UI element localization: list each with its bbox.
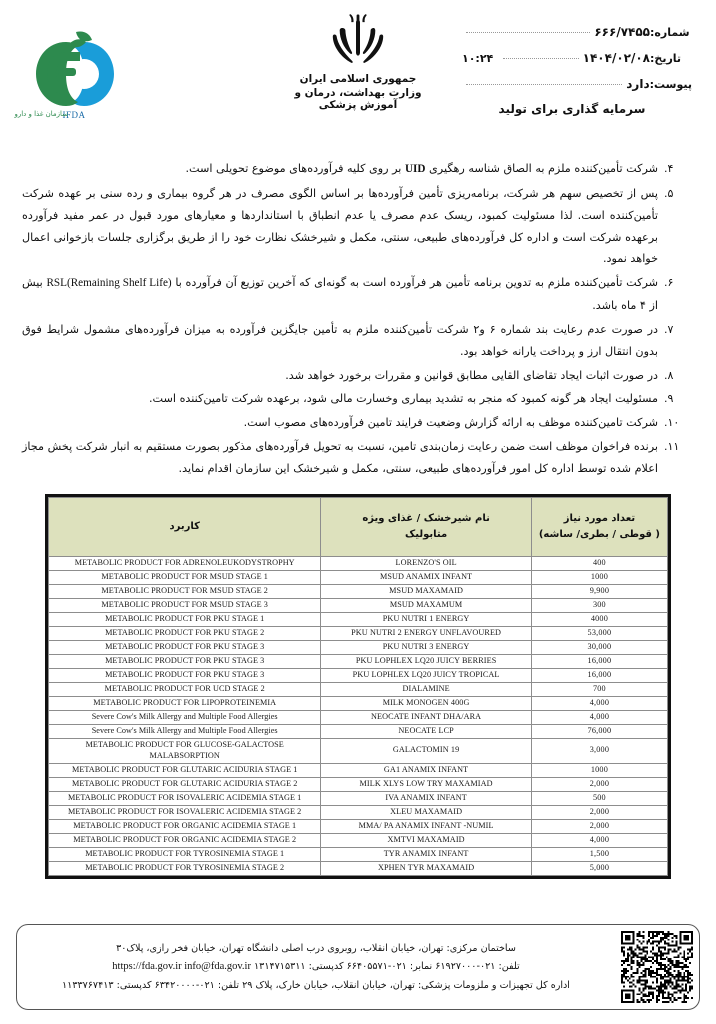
table-cell-use: METABOLIC PRODUCT FOR PKU STAGE 3 xyxy=(49,640,321,654)
table-cell-qty: 700 xyxy=(531,682,667,696)
document-footer xyxy=(16,924,700,1010)
table-cell-use: METABOLIC PRODUCT FOR MSUD STAGE 3 xyxy=(49,598,321,612)
meta-label-number: شماره: xyxy=(650,26,690,39)
table-cell-name: PKU NUTRI 3 ENERGY xyxy=(321,640,531,654)
clause-text: مسئولیت ایجاد هر گونه کمبود که منجر به تشدید بیماری وخسارت مالی شود، برعهده شرکت تامین‌کننده است. xyxy=(148,392,658,406)
footer-line-contact xyxy=(23,957,609,976)
column-header-product-name-l1: نام شیرخشک / غذای ویژه xyxy=(362,513,490,525)
table-cell-name: MSUD MAXAMUM xyxy=(321,598,531,612)
column-header-quantity-l1: تعداد مورد نیاز xyxy=(563,513,636,525)
table-cell-use: METABOLIC PRODUCT FOR ISOVALERIC ACIDEMIA STAGE 1 xyxy=(49,791,321,805)
table-cell-name: PKU LOPHLEX LQ20 JUICY BERRIES xyxy=(321,654,531,668)
table-row xyxy=(49,791,668,805)
table-cell-use: METABOLIC PRODUCT FOR ADRENOLEUKODYSTROPHY xyxy=(49,556,321,570)
clause-text-segment: بیش از ۴ ماه باشد. xyxy=(22,276,658,313)
clause-text-segment: شرکت تأمین‌کننده ملزم به الصاق شناسه رهگیری xyxy=(425,162,658,175)
table-cell-qty: 4000 xyxy=(531,612,667,626)
table-cell-name: MSUD ANAMIX INFANT xyxy=(321,570,531,584)
meta-value-date: ۱۴۰۴/۰۲/۰۸ xyxy=(582,51,650,65)
clause-item xyxy=(22,319,694,363)
table-cell-qty: 400 xyxy=(531,556,667,570)
meta-value-time: ۱۰:۲۴ xyxy=(462,52,494,65)
meta-row-attachment xyxy=(462,76,692,91)
footer-address-block xyxy=(23,940,615,995)
table-cell-name: NEOCATE INFANT DHA/ARA xyxy=(321,710,531,724)
clause-number: ۹. xyxy=(664,392,674,406)
table-row xyxy=(49,612,668,626)
clause-item xyxy=(22,158,694,181)
table-cell-use: METABOLIC PRODUCT FOR GLUTARIC ACIDURIA STAGE 2 xyxy=(49,777,321,791)
clause-item xyxy=(22,388,694,410)
table-cell-qty: 53,000 xyxy=(531,626,667,640)
column-header-product-name xyxy=(321,497,531,556)
column-header-quantity-l2: ( قوطی / بطری/ ساشه) xyxy=(538,529,660,541)
meta-row-number xyxy=(462,24,692,39)
letterhead-meta xyxy=(462,24,692,116)
document-header xyxy=(0,0,716,150)
table-row xyxy=(49,626,668,640)
clause-number: ۱۰. xyxy=(664,416,680,430)
table-row xyxy=(49,682,668,696)
table-cell-qty: 300 xyxy=(531,598,667,612)
meta-value-number: ۶۶۶/۷۴۵۵ xyxy=(594,25,650,39)
clause-text-uid: UID xyxy=(404,163,426,175)
table-cell-qty: 1,500 xyxy=(531,847,667,861)
clause-number: ۶. xyxy=(664,276,674,290)
table-header-row xyxy=(49,497,668,556)
products-table xyxy=(48,497,668,876)
ifda-logo xyxy=(14,18,126,122)
table-cell-use: Severe Cow's Milk Allergy and Multiple Food Allergies xyxy=(49,724,321,738)
table-cell-qty: 30,000 xyxy=(531,640,667,654)
clause-number: ۷. xyxy=(664,322,674,336)
footer-line-device-office: اداره کل تجهیزات و ملزومات پزشکی: تهران، خیابان انقلاب، خیابان خارک، پلاک ۲۹ تلفن: ۰۲۱-۶۳۴۲۰۰۰۰ کدپستی: ۱۱۳۳۷۶۷۴۱۳ xyxy=(62,979,570,991)
table-row xyxy=(49,584,668,598)
meta-dotted-leader xyxy=(466,73,622,85)
table-cell-name: MILK MONOGEN 400G xyxy=(321,696,531,710)
products-table-head xyxy=(49,497,668,556)
table-cell-name: GALACTOMIN 19 xyxy=(321,738,531,763)
table-cell-name: XMTVI MAXAMAID xyxy=(321,833,531,847)
table-cell-qty: 3,000 xyxy=(531,738,667,763)
table-row xyxy=(49,861,668,875)
table-row xyxy=(49,763,668,777)
clause-text: در صورت عدم رعایت بند شماره ۶ و۲ شرکت تأمین‌کننده ملزم به تأمین جایگزین فرآورده به میزان فرآورده‌های مشمول شرایط فوق بدون انتقال ارز و پرداخت یارانه خواهد بود. xyxy=(22,322,659,358)
footer-web-email[interactable]: https://fda.gov.ir info@fda.gov.ir xyxy=(112,961,251,973)
table-row xyxy=(49,640,668,654)
table-cell-name: PKU NUTRI 2 ENERGY UNFLAVOURED xyxy=(321,626,531,640)
table-row xyxy=(49,570,668,584)
table-cell-qty: 2,000 xyxy=(531,777,667,791)
table-row xyxy=(49,556,668,570)
footer-line-address: ساختمان مرکزی: تهران، خیابان انقلاب، روبروی درب اصلی دانشگاه تهران، خیابان فخر رازی، پلاک۳۰ xyxy=(116,942,516,954)
table-cell-name: PKU LOPHLEX LQ20 JUICY TROPICAL xyxy=(321,668,531,682)
clause-list xyxy=(22,158,694,480)
table-cell-name: LORENZO'S OIL xyxy=(321,556,531,570)
table-row xyxy=(49,668,668,682)
table-cell-use: METABOLIC PRODUCT FOR ISOVALERIC ACIDEMIA STAGE 2 xyxy=(49,805,321,819)
table-row xyxy=(49,805,668,819)
table-cell-qty: 500 xyxy=(531,791,667,805)
table-row xyxy=(49,738,668,763)
table-cell-use: METABOLIC PRODUCT FOR TYROSINEMIA STAGE 1 xyxy=(49,847,321,861)
ifda-apple-icon xyxy=(22,18,126,122)
table-row xyxy=(49,724,668,738)
clause-number: ۱۱. xyxy=(664,440,680,454)
table-cell-qty: 1000 xyxy=(531,570,667,584)
table-cell-name: NEOCATE LCP xyxy=(321,724,531,738)
table-cell-qty: 4,000 xyxy=(531,710,667,724)
table-cell-name: IVA ANAMIX INFANT xyxy=(321,791,531,805)
meta-label-date: تاریخ: xyxy=(650,52,682,65)
clause-item xyxy=(22,436,694,480)
ifda-caption-fa: سازمان غذا و دارو xyxy=(14,110,68,118)
clause-text-segment: شرکت تأمین‌کننده ملزم به تدوین برنامه تأمین هر فرآورده است به گونه‌ای که آخرین توزیع آن فرآورده با xyxy=(171,276,659,290)
table-cell-qty: 4,000 xyxy=(531,833,667,847)
table-cell-qty: 2,000 xyxy=(531,819,667,833)
table-cell-use: METABOLIC PRODUCT FOR GLUTARIC ACIDURIA STAGE 1 xyxy=(49,763,321,777)
clause-item xyxy=(22,272,694,317)
table-cell-name: TYR ANAMIX INFANT xyxy=(321,847,531,861)
table-row xyxy=(49,819,668,833)
table-cell-qty: 5,000 xyxy=(531,861,667,875)
table-row xyxy=(49,833,668,847)
table-row xyxy=(49,696,668,710)
table-cell-qty: 16,000 xyxy=(531,668,667,682)
table-cell-qty: 4,000 xyxy=(531,696,667,710)
ifda-caption: IFDA xyxy=(62,110,86,120)
clause-text: برنده فراخوان موظف است ضمن رعایت زمان‌بندی تامین، نسبت به تحویل فرآورده‌های مذکور بصورت مستقیم به انبار شرکت پخش مجاز اعلام شده توسط اداره کل امور فرآورده‌های طبیعی، سنتی، مکمل و شیرخشک این سازمان اقدام نماید. xyxy=(22,440,658,475)
footer-phone-fax-postal: تلفن: ۰۲۱-۶۱۹۲۷۰۰۰ نمابر: ۰۲۱-۶۶۴۰۵۵۷۱ کدپستی: ۱۳۱۴۷۱۵۳۱۱ xyxy=(254,961,520,973)
clause-item xyxy=(22,412,694,434)
table-cell-use: Severe Cow's Milk Allergy and Multiple Food Allergies xyxy=(49,710,321,724)
clause-number: ۴. xyxy=(664,162,674,175)
products-table-container xyxy=(45,494,671,879)
products-table-body xyxy=(49,556,668,875)
clause-text xyxy=(22,272,658,317)
table-cell-use: METABOLIC PRODUCT FOR ORGANIC ACIDEMIA STAGE 2 xyxy=(49,833,321,847)
table-cell-use: METABOLIC PRODUCT FOR UCD STAGE 2 xyxy=(49,682,321,696)
table-row xyxy=(49,598,668,612)
table-cell-use: METABOLIC PRODUCT FOR GLUCOSE-GALACTOSE MALABSORPTION xyxy=(49,738,321,763)
clause-text-rsl: RSL(Remaining Shelf Life) xyxy=(46,277,172,290)
meta-dotted-leader xyxy=(503,47,578,59)
emblem-line-republic: جمهوری اسلامی ایران xyxy=(299,73,417,85)
clause-text xyxy=(22,158,658,181)
table-cell-name: DIALAMINE xyxy=(321,682,531,696)
emblem-iran-icon xyxy=(283,14,433,70)
table-row xyxy=(49,654,668,668)
table-cell-qty: 76,000 xyxy=(531,724,667,738)
meta-value-attachment: دارد xyxy=(626,77,650,91)
table-cell-use: METABOLIC PRODUCT FOR PKU STAGE 2 xyxy=(49,626,321,640)
meta-dotted-leader xyxy=(466,21,590,33)
table-cell-use: METABOLIC PRODUCT FOR MSUD STAGE 1 xyxy=(49,570,321,584)
table-cell-name: MMA/ PA ANAMIX INFANT -NUMIL xyxy=(321,819,531,833)
clause-item xyxy=(22,183,694,270)
table-cell-use: METABOLIC PRODUCT FOR TYROSINEMIA STAGE 2 xyxy=(49,861,321,875)
clause-text: پس از تخصیص سهم هر شرکت، برنامه‌ریزی تأمین فرآورده‌ها بر اساس الگوی مصرف در هر گروه بیماری و رده سنی بر عهده شرکت تأمین‌کننده است. لذا مسئولیت کمبود، ریسک عدم مصرف یا عدم انطباق با استانداردها و معیارهای مورد قبول در عمر مفید فرآورده برعهده شرکت است و اداره کل فرآورده‌های طبیعی، سنتی، مکمل و شیرخشک نظارت خود را از طریق برگزاری جلسات بازخوانی اعمال خواهد نمود. xyxy=(22,186,658,266)
column-header-usage-l1: کاربرد xyxy=(169,521,200,533)
table-cell-use: METABOLIC PRODUCT FOR PKU STAGE 1 xyxy=(49,612,321,626)
meta-label-attachment: پیوست: xyxy=(649,78,692,91)
table-cell-name: GA1 ANAMIX INFANT xyxy=(321,763,531,777)
meta-row-date xyxy=(462,50,692,65)
clause-text-segment: بر روی کلیه فرآورده‌های موضوع تحویلی است. xyxy=(185,162,405,175)
table-cell-name: PKU NUTRI 1 ENERGY xyxy=(321,612,531,626)
clause-text: شرکت تامین‌کننده موظف به ارائه گزارش وضعیت فرایند تامین فرآورده‌های مصوب است. xyxy=(243,416,658,430)
clause-number: ۵. xyxy=(664,186,674,200)
column-header-usage xyxy=(49,497,321,556)
table-cell-qty: 1000 xyxy=(531,763,667,777)
table-cell-name: MSUD MAXAMAID xyxy=(321,584,531,598)
table-cell-qty: 9,900 xyxy=(531,584,667,598)
table-row xyxy=(49,710,668,724)
table-cell-qty: 2,000 xyxy=(531,805,667,819)
table-cell-qty: 16,000 xyxy=(531,654,667,668)
table-cell-use: METABOLIC PRODUCT FOR PKU STAGE 3 xyxy=(49,654,321,668)
column-header-product-name-l2: متابولیک xyxy=(405,529,448,541)
table-cell-name: MILK XLYS LOW TRY MAXAMIAD xyxy=(321,777,531,791)
table-row xyxy=(49,847,668,861)
qr-code-icon[interactable] xyxy=(621,931,693,1003)
table-cell-use: METABOLIC PRODUCT FOR ORGANIC ACIDEMIA STAGE 1 xyxy=(49,819,321,833)
table-row xyxy=(49,777,668,791)
table-cell-use: METABOLIC PRODUCT FOR PKU STAGE 3 xyxy=(49,668,321,682)
clause-item xyxy=(22,365,694,387)
clause-number: ۸. xyxy=(664,368,674,382)
table-cell-name: XPHEN TYR MAXAMAID xyxy=(321,861,531,875)
table-cell-use: METABOLIC PRODUCT FOR MSUD STAGE 2 xyxy=(49,584,321,598)
emblem-line-ministry: وزارت بهداشت، درمان و آموزش پزشکی xyxy=(294,87,422,111)
table-cell-use: METABOLIC PRODUCT FOR LIPOPROTEINEMIA xyxy=(49,696,321,710)
table-cell-name: XLEU MAXAMAID xyxy=(321,805,531,819)
clause-text: در صورت اثبات ایجاد تقاضای القایی مطابق قوانین و مقررات برخورد خواهد شد. xyxy=(285,368,658,382)
column-header-quantity xyxy=(531,497,667,556)
letter-subject: سرمایه گذاری برای تولید xyxy=(498,102,646,116)
national-emblem-block xyxy=(283,14,433,111)
